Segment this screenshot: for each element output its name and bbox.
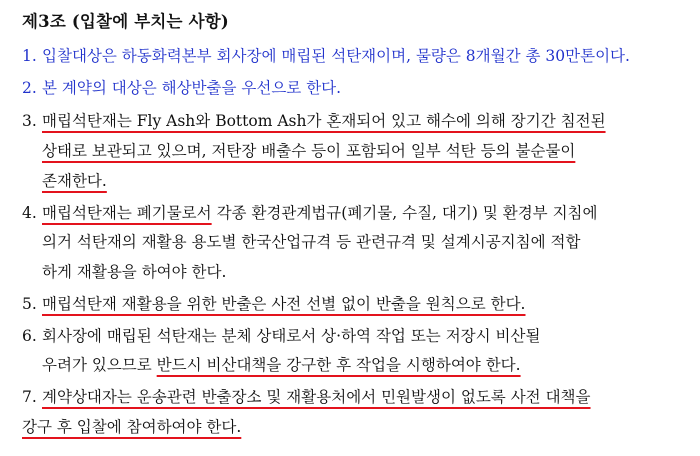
item-4-line-3: 하게 재활용을 하여야 한다. (42, 263, 227, 281)
item-4-line-2: 의거 석탄재의 재활용 용도별 한국산업규격 등 관련규격 및 설계시공지침에 적합 (42, 233, 581, 251)
item-1-line-1: 입찰대상은 하동화력본부 회사장에 매립된 석탄재이며, 물량은 8개월간 총 30만톤이다. (42, 47, 630, 65)
item-5-line-1: 매립석탄재 재활용을 위한 반출은 사전 선별 없이 반출을 원칙으로 한다. (42, 295, 526, 313)
item-3-number: 3. (22, 112, 37, 130)
item-7-line-1: 계약상대자는 운송관련 반출장소 및 재활용처에서 민원발생이 없도록 사전 대책을 (42, 388, 591, 406)
item-3-line-1: 매립석탄재는 Fly Ash와 Bottom Ash가 혼재되어 있고 해수에 의해 장기간 침전된 (42, 112, 606, 130)
section-title: 제3조 (입찰에 부치는 사항) (22, 12, 229, 31)
item-1-number: 1. (22, 47, 37, 65)
item-6-number: 6. (22, 327, 37, 345)
item-3-line-3: 존재한다. (42, 172, 107, 190)
item-7-line-2: 강구 후 입찰에 참여하여야 한다. (22, 418, 242, 436)
item-5-number: 5. (22, 295, 37, 313)
item-2-line-1: 본 계약의 대상은 해상반출을 우선으로 한다. (42, 79, 342, 97)
item-6-line-2-start: 우려가 있으므로 (42, 356, 157, 374)
item-7-number: 7. (22, 388, 37, 406)
item-4-line-1-underlined: 매립석탄재는 폐기물로서 (42, 204, 212, 222)
item-3-line-2: 상태로 보관되고 있으며, 저탄장 배출수 등이 포함되어 일부 석탄 등의 불순물이 (42, 142, 576, 160)
item-4-line-1-rest: 각종 환경관계법규(폐기물, 수질, 대기) 및 환경부 지침에 (211, 204, 598, 222)
item-6-line-2-underlined: 반드시 비산대책을 강구한 후 작업을 시행하여야 한다. (156, 356, 521, 374)
item-2-number: 2. (22, 79, 37, 97)
item-4-number: 4. (22, 204, 37, 222)
item-6-line-1: 회사장에 매립된 석탄재는 분체 상태로서 상·하역 작업 또는 저장시 비산될 (42, 327, 541, 345)
